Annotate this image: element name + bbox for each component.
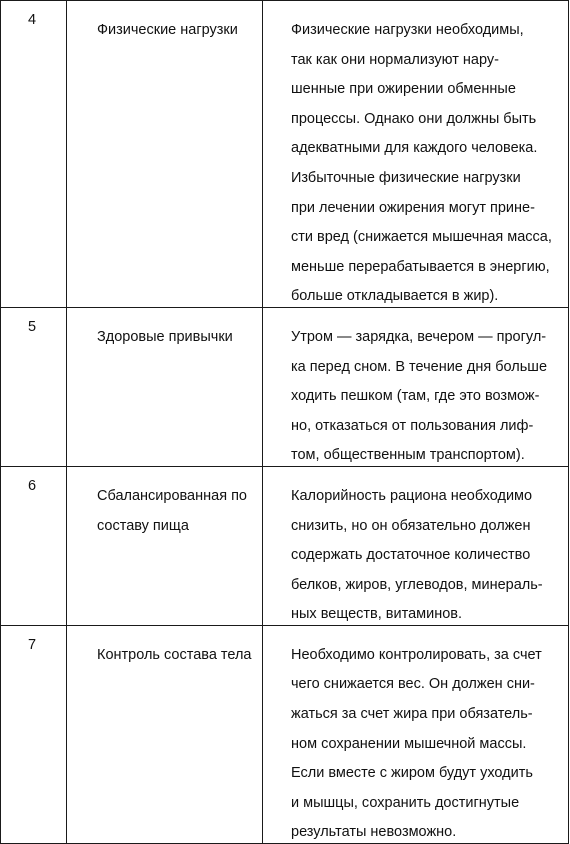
row-number: 6 <box>28 477 37 494</box>
row-name-cell <box>67 466 263 625</box>
table-row <box>1 625 569 843</box>
row-name-cell <box>67 625 263 843</box>
row-name-line: Физические нагрузки <box>97 22 238 38</box>
row-description-cell <box>263 307 569 466</box>
description-line: но, отказаться от пользования лиф- <box>291 417 534 434</box>
table-row <box>1 1 569 308</box>
description-line: Избыточные физические нагрузки <box>291 169 521 186</box>
description-line: процессы. Однако они должны быть <box>291 110 537 127</box>
row-name-line: Контроль состава тела <box>97 646 252 663</box>
description-line: больше откладывается в жир). <box>291 288 499 305</box>
description-line: так как они нормализуют нару- <box>291 51 499 68</box>
description-line: сти вред (снижается мышечная масса, <box>291 229 552 246</box>
row-description-cell <box>263 1 569 308</box>
row-number: 5 <box>28 318 37 335</box>
row-name <box>67 467 262 536</box>
row-name-cell <box>67 1 263 308</box>
description-line: при лечении ожирения могут прине- <box>291 199 535 216</box>
description-line: ном сохранении мышечной массы. <box>291 735 527 752</box>
description-line: результаты невозможно. <box>291 824 457 841</box>
description-line: адекватными для каждого человека. <box>291 140 538 157</box>
description-line: шенные при ожирении обменные <box>291 81 516 98</box>
description-line: снизить, но он обязательно должен <box>291 517 531 534</box>
row-number: 7 <box>28 636 37 653</box>
description-line: и мышцы, сохранить достигнутые <box>291 794 520 811</box>
description-line: Необходимо контролировать, за счет <box>291 646 542 663</box>
row-name <box>67 308 262 348</box>
row-number-cell <box>1 466 67 625</box>
description-line: ных веществ, витаминов. <box>291 606 463 623</box>
description-line: меньше перерабатывается в энергию, <box>291 258 550 275</box>
description-line: белков, жиров, углеводов, минераль- <box>291 576 543 593</box>
row-name-line: Сбалансированная по <box>97 487 247 504</box>
row-number: 4 <box>28 12 37 28</box>
row-description-cell <box>263 466 569 625</box>
row-description <box>263 626 568 843</box>
table-row <box>1 307 569 466</box>
description-line: ходить пешком (там, где это возмож- <box>291 388 540 405</box>
description-line: Калорийность рациона необходимо <box>291 487 533 504</box>
description-line: Физические нагрузки необходимы, <box>291 22 524 38</box>
row-number-cell <box>1 625 67 843</box>
row-name-line: составу пища <box>97 517 189 534</box>
row-name-cell <box>67 307 263 466</box>
row-name <box>67 626 262 666</box>
row-description <box>263 467 568 625</box>
table-row <box>1 466 569 625</box>
row-number-cell <box>1 307 67 466</box>
row-name-line: Здоровые привычки <box>97 328 233 345</box>
description-line: жаться за счет жира при обязатель- <box>291 706 533 723</box>
row-number-cell <box>1 1 67 308</box>
row-description <box>263 308 568 466</box>
description-line: чего снижается вес. Он должен сни- <box>291 676 535 693</box>
description-line: Утром — зарядка, вечером — прогул- <box>291 328 547 345</box>
row-description-cell <box>263 625 569 843</box>
row-description <box>263 1 568 307</box>
description-line: том, общественным транспортом). <box>291 447 525 464</box>
description-line: содержать достаточное количество <box>291 547 531 564</box>
row-name <box>67 1 262 41</box>
description-line: Если вместе с жиром будут уходить <box>291 765 533 782</box>
description-line: ка перед сном. В течение дня больше <box>291 358 548 375</box>
